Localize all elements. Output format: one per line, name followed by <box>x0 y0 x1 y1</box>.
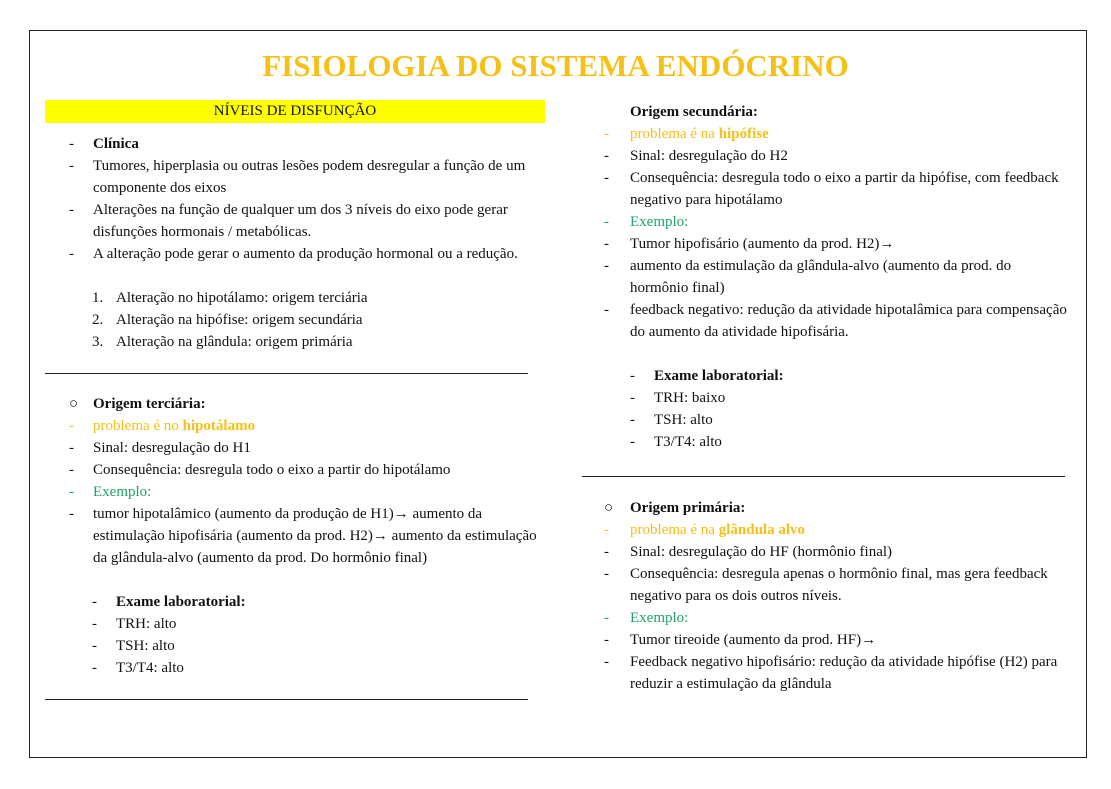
list-item: - Consequência: desregula todo o eixo a partir da hipófise, com feedback negativo para hipotálamo <box>604 170 1059 208</box>
lab-item: - TRH: baixo <box>630 390 726 406</box>
lab-item: - TSH: alto <box>630 412 713 428</box>
numbered-item: 2. Alteração na hipófise: origem secundária <box>92 312 363 328</box>
page-title: FISIOLOGIA DO SISTEMA ENDÓCRINO <box>262 48 849 83</box>
list-item: - Tumores, hiperplasia ou outras lesões podem desregular a função de um componente dos eixos <box>69 158 526 196</box>
list-item: - Consequência: desregula apenas o hormônio final, mas gera feedback negativo para os dois outros níveis. <box>604 566 1048 604</box>
problem-line: - problema é na glândula alvo <box>604 522 805 538</box>
problem-line: - problema é no hipotálamo <box>69 418 256 434</box>
list-item: - Sinal: desregulação do HF (hormônio final) <box>604 544 893 560</box>
list-item: - tumor hipotalâmico (aumento da produção de H1)→ aumento da estimulação hipofisária (aumento da prod. H2)→ aumento da estimulação da glândula-alvo (aumento da prod. Do hormônio final) <box>69 506 537 566</box>
list-item: - aumento da estimulação da glândula-alvo (aumento da prod. do hormônio final) <box>604 258 1012 296</box>
list-item: - Tumor hipofisário (aumento da prod. H2)→ <box>604 236 895 252</box>
list-item: - Alterações na função de qualquer um dos 3 níveis do eixo pode gerar disfunções hormonais / metabólicas. <box>69 202 508 240</box>
list-item: - Sinal: desregulação do H1 <box>69 440 251 456</box>
lab-item: - T3/T4: alto <box>92 660 184 676</box>
divider <box>582 476 1065 477</box>
section-heading: ○ Origem primária: <box>604 500 746 516</box>
list-item: - feedback negativo: redução da atividade hipotalâmica para compensação do aumento da atividade hipofisária. <box>604 302 1067 340</box>
section-band: NÍVEIS DE DISFUNÇÃO <box>45 100 545 123</box>
divider <box>45 373 528 374</box>
list-item: - Clínica <box>69 136 139 152</box>
problem-line: - problema é na hipófise <box>604 126 769 142</box>
lab-heading: - Exame laboratorial: <box>92 594 246 610</box>
lab-item: - TSH: alto <box>92 638 175 654</box>
list-item: - Consequência: desregula todo o eixo a partir do hipotálamo <box>69 462 451 478</box>
section-heading: ○ Origem terciária: <box>69 396 206 412</box>
lab-item: - TRH: alto <box>92 616 177 632</box>
list-item: - A alteração pode gerar o aumento da produção hormonal ou a redução. <box>69 246 518 262</box>
list-item: - Tumor tireoide (aumento da prod. HF)→ <box>604 632 877 648</box>
numbered-item: 1. Alteração no hipotálamo: origem terciária <box>92 290 368 306</box>
numbered-item: 3. Alteração na glândula: origem primária <box>92 334 353 350</box>
example-label: - Exemplo: <box>604 610 689 626</box>
section-heading: Origem secundária: <box>630 104 758 120</box>
list-item: - Feedback negativo hipofisário: redução da atividade hipófise (H2) para reduzir a estimulação da glândula <box>604 654 1058 692</box>
divider <box>45 699 528 700</box>
example-label: - Exemplo: <box>69 484 152 500</box>
list-item: - Sinal: desregulação do H2 <box>604 148 788 164</box>
right-column <box>582 101 1072 695</box>
example-label: - Exemplo: <box>604 214 689 230</box>
left-column <box>45 100 545 700</box>
lab-heading: - Exame laboratorial: <box>630 368 784 384</box>
lab-item: - T3/T4: alto <box>630 434 722 450</box>
